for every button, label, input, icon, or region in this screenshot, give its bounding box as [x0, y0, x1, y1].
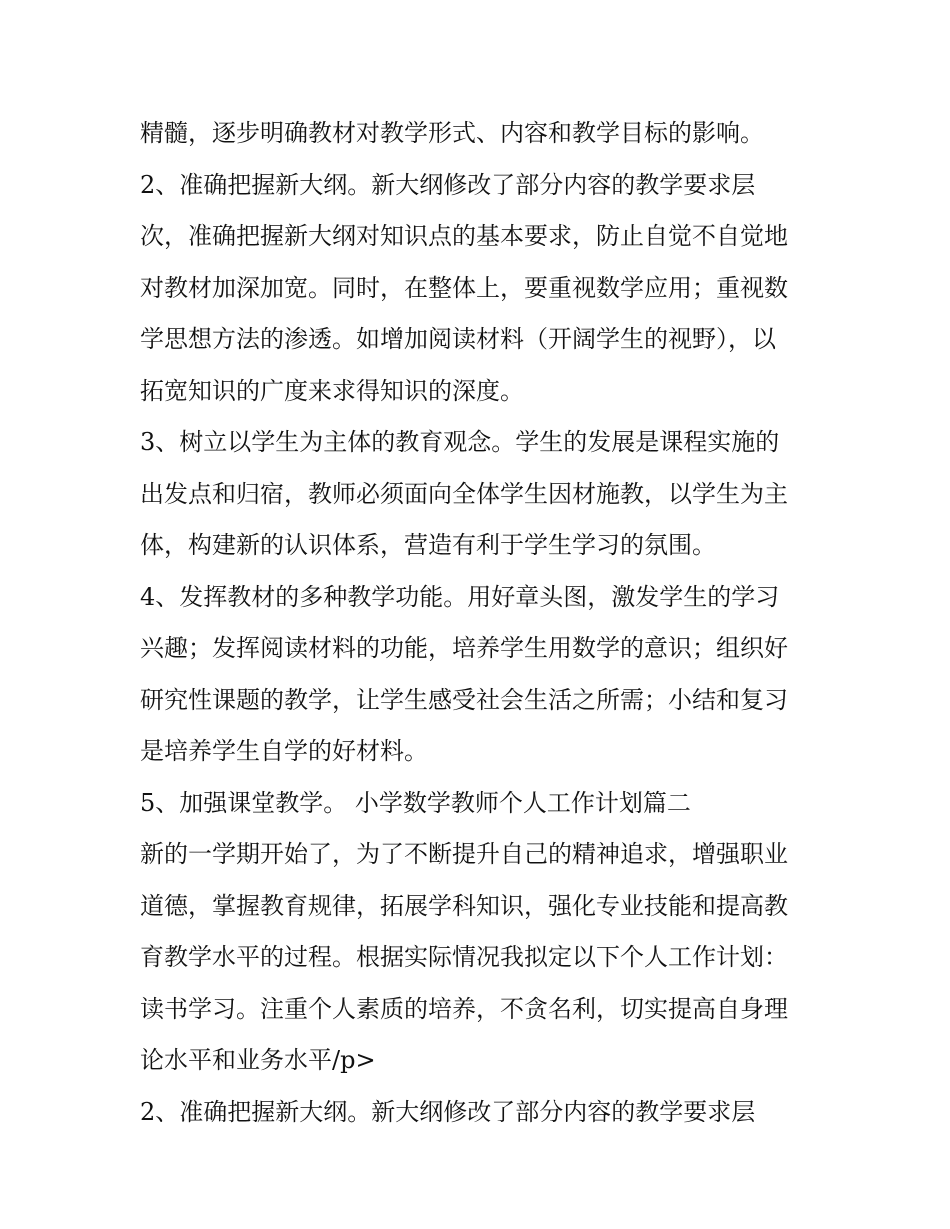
text-line: 论水平和业务水平/p> [140, 1046, 376, 1074]
text-line: 体，构建新的认识体系，营造有利于学生学习的氛围。 [140, 531, 716, 559]
text-line: 育教学水平的过程。根据实际情况我拟定以下个人工作计划： [140, 943, 788, 971]
text-line: 道德，掌握教育规律，拓展学科知识，强化专业技能和提高教 [140, 891, 788, 920]
text-line: 5、加强课堂教学。 小学数学教师个人工作计划篇二 [140, 788, 691, 817]
text-line: 是培养学生自学的好材料。 [140, 737, 428, 765]
text-line: 学思想方法的渗透。如增加阅读材料（开阔学生的视野），以 [140, 325, 776, 353]
text-line: 对教材加深加宽。同时，在整体上，要重视数学应用；重视数 [140, 273, 788, 302]
text-line: 2、准确把握新大纲。新大纲修改了部分内容的教学要求层 [140, 1097, 756, 1126]
text-line: 出发点和归宿，教师必须面向全体学生因材施教，以学生为主 [140, 479, 788, 508]
text-line: 2、准确把握新大纲。新大纲修改了部分内容的教学要求层 [140, 170, 756, 199]
text-line: 3、树立以学生为主体的教育观念。学生的发展是课程实施的 [140, 428, 780, 456]
text-line: 研究性课题的教学，让学生感受社会生活之所需；小结和复习 [140, 685, 788, 714]
text-line: 次，准确把握新大纲对知识点的基本要求，防止自觉不自觉地 [140, 222, 788, 250]
text-line: 4、发挥教材的多种教学功能。用好章头图，激发学生的学习 [140, 582, 780, 611]
text-line: 精髓，逐步明确教材对教学形式、内容和教学目标的影响。 [140, 119, 764, 147]
document-body [140, 108, 820, 1138]
text-line: 拓宽知识的广度来求得知识的深度。 [140, 376, 524, 405]
text-line: 兴趣；发挥阅读材料的功能，培养学生用数学的意识；组织好 [140, 634, 788, 662]
text-line: 新的一学期开始了，为了不断提升自己的精神追求，增强职业 [140, 840, 788, 868]
text-line: 读书学习。注重个人素质的培养，不贪名利，切实提高自身理 [140, 994, 788, 1023]
